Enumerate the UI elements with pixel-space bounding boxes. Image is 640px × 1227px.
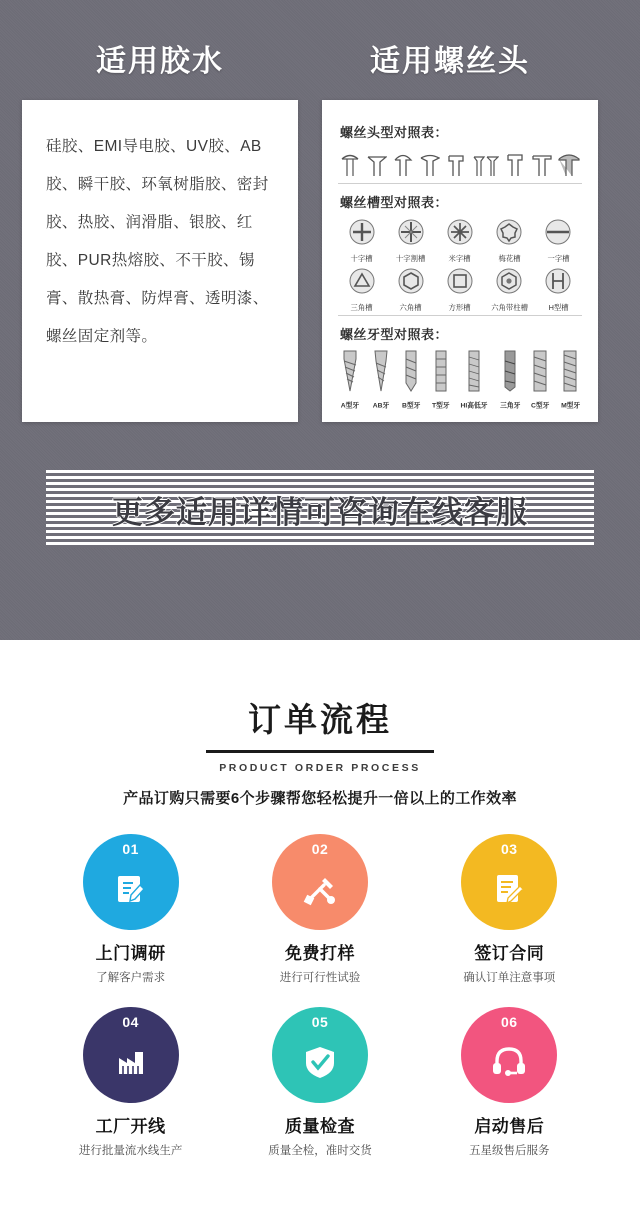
step-label: 上门调研 (95, 944, 166, 963)
step-desc: 进行批量流水线生产 (78, 1145, 183, 1157)
slot-item (436, 217, 483, 264)
thread-item (339, 349, 361, 411)
step-item (415, 834, 604, 985)
slot-label: 米字槽 (448, 254, 472, 263)
thread-label: A型牙 (340, 401, 360, 410)
slot-item (436, 266, 483, 313)
cards-row (0, 80, 640, 422)
slot-item (338, 217, 385, 264)
step-circle-02 (272, 834, 368, 930)
thread-b-icon (401, 349, 421, 393)
subtitle-chinese: 产品订购只需要6个步骤帮您轻松提升一倍以上的工作效率 (123, 790, 517, 807)
step-desc: 了解客户需求 (96, 972, 166, 984)
divider-2 (338, 315, 582, 316)
square-slot-icon (445, 266, 475, 296)
thread-item (459, 349, 489, 411)
step-item (225, 834, 414, 985)
screw-head-washer-icon (532, 151, 552, 177)
hex-pin-slot-icon (494, 266, 524, 296)
thread-label: C型牙 (531, 401, 550, 410)
document-edit-icon (109, 867, 153, 911)
slot-item (535, 217, 582, 264)
slot-label: 十字槽 (350, 254, 373, 263)
thread-label: M型牙 (560, 401, 580, 410)
divider-1 (338, 183, 582, 184)
headset-icon (487, 1040, 531, 1084)
thread-a-icon (339, 349, 361, 393)
screw-head-round-icon (393, 151, 413, 177)
slot-label: 梅花槽 (498, 254, 521, 263)
thread-item (530, 349, 550, 411)
cross-slot-icon (347, 217, 377, 247)
screw-head-truss-icon (420, 151, 440, 177)
step-desc: 五星级售后服务 (469, 1145, 550, 1157)
step-number: 03 (501, 841, 518, 857)
step-item (415, 1007, 604, 1158)
step-circle-03 (461, 834, 557, 930)
thread-t-icon (432, 349, 450, 393)
thread-item (431, 349, 451, 411)
thread-label: 三角牙 (499, 401, 520, 410)
heading-applicable-screw: 适用螺丝头 (370, 45, 530, 78)
thread-hi-icon (465, 349, 483, 393)
slot-label: H型槽 (548, 303, 569, 312)
thread-m-icon (560, 349, 580, 393)
step-desc: 确认订单注意事项 (463, 972, 556, 984)
step-circle-01 (83, 834, 179, 930)
torx-slot-icon (445, 217, 475, 247)
service-banner (46, 470, 594, 548)
step-number: 02 (311, 841, 329, 857)
slot-item (387, 217, 434, 264)
screw-slot-grid (336, 217, 584, 313)
steps-grid (0, 834, 640, 1158)
thread-label: HI高低牙 (460, 401, 488, 410)
step-item (225, 1007, 414, 1158)
thread-item (560, 349, 581, 411)
contract-pen-icon (487, 867, 531, 911)
slot-label: 六角槽 (399, 303, 422, 312)
screw-head-pair-icon (473, 151, 499, 177)
thread-label: T型牙 (431, 401, 450, 410)
slot-item (387, 266, 434, 313)
step-desc: 质量全检，准时交货 (268, 1145, 372, 1157)
triangle-slot-icon (347, 266, 377, 296)
step-number: 05 (311, 1014, 329, 1030)
step-item (36, 834, 225, 985)
step-circle-04 (83, 1007, 179, 1103)
slot-label: 方形槽 (448, 303, 472, 312)
slot-label: 一字槽 (547, 254, 570, 263)
slot-item (535, 266, 582, 313)
thread-c-icon (530, 349, 550, 393)
step-label: 工厂开线 (95, 1117, 166, 1136)
step-number: 01 (122, 841, 139, 857)
factory-icon (109, 1040, 153, 1084)
screw-head-hex-icon (505, 151, 525, 177)
screw-card (322, 100, 598, 422)
thread-label: AB牙 (372, 401, 390, 410)
step-item (36, 1007, 225, 1158)
step-label: 质量检查 (284, 1117, 355, 1136)
screw-thread-row (336, 349, 584, 411)
slot-item (486, 266, 533, 313)
subtitle-english: PRODUCT ORDER PROCESS (219, 762, 421, 774)
screw-head-dome-icon (558, 151, 580, 177)
cross-cut-slot-icon (396, 217, 426, 247)
shield-check-icon (298, 1040, 342, 1084)
step-number: 06 (501, 1014, 518, 1030)
title-underline (206, 750, 434, 753)
glue-card (22, 100, 298, 422)
screw-thread-title: 螺丝牙型对照表： (340, 327, 449, 342)
screw-head-flat-icon (367, 151, 387, 177)
screw-head-pan-icon (340, 151, 360, 177)
step-label: 签订合同 (474, 944, 545, 963)
slot-item (338, 266, 385, 313)
step-circle-06 (461, 1007, 557, 1103)
thread-item (370, 349, 392, 411)
slot-label: 三角槽 (350, 303, 373, 312)
flat-slot-icon (543, 217, 573, 247)
step-desc: 进行可行性试验 (279, 972, 361, 984)
thread-triangle-icon (501, 349, 519, 393)
screw-head-title: 螺丝头型对照表： (340, 125, 449, 140)
thread-label: B型牙 (402, 401, 421, 410)
hex-slot-icon (396, 266, 426, 296)
step-label: 启动售后 (474, 1117, 545, 1136)
service-banner-text: 更多适用详情可咨询在线客服 (112, 494, 528, 530)
thread-ab-icon (370, 349, 392, 393)
step-label: 免费打样 (284, 944, 355, 963)
screw-head-icon-row (336, 147, 584, 181)
tools-icon (298, 867, 342, 911)
slot-item (486, 217, 533, 264)
h-slot-icon (543, 266, 573, 296)
page-title: 订单流程 (248, 701, 392, 738)
plum-slot-icon (494, 217, 524, 247)
screw-head-cheese-icon (446, 151, 466, 177)
glue-list-text: 硅胶、EMI导电胶、UV胶、AB胶、瞬干胶、环氧树脂胶、密封胶、热胶、润滑脂、银胶、红胶、PUR热熔胶、不干胶、锡膏、散热膏、防焊膏、透明漆、螺丝固定剂等。 (46, 138, 269, 345)
step-number: 04 (122, 1014, 139, 1030)
order-process-section (0, 640, 640, 1227)
step-circle-05 (272, 1007, 368, 1103)
heading-applicable-glue: 适用胶水 (96, 45, 224, 78)
screw-slot-title: 螺丝槽型对照表： (340, 195, 449, 210)
section-headings (0, 0, 640, 80)
slot-label: 十字割槽 (396, 254, 426, 263)
thread-item (499, 349, 522, 411)
thread-item (401, 349, 421, 411)
slot-label: 六角带柱槽 (490, 303, 528, 312)
